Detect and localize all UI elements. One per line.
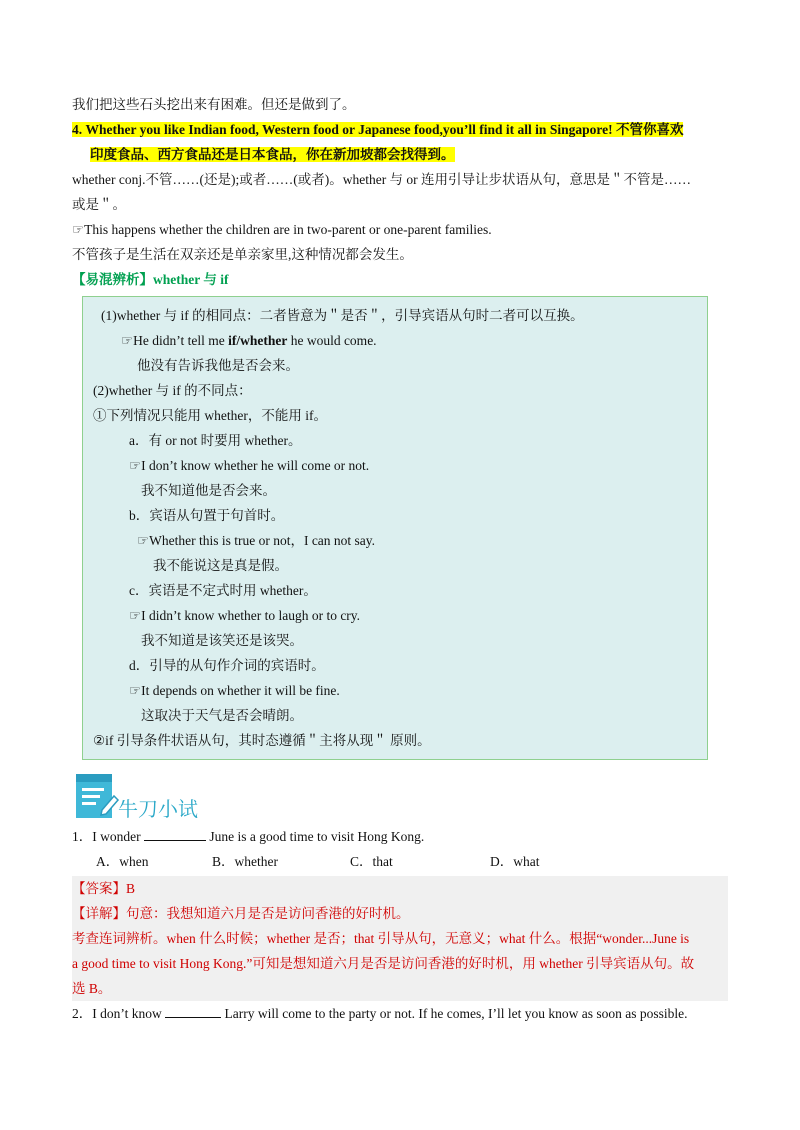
box-line: ☞I don’t know whether he will come or not. [129,458,370,473]
box-example-line [93,328,697,353]
answer-detail: 【详解】句意：我想知道六月是否是访问香港的好时机。 [72,906,410,921]
box-line: 我不知道他是否会来。 [141,483,276,498]
answer-box [72,876,728,1001]
confusion-title: 【易混辨析】whether 与 if [72,272,229,287]
example-english: ☞This happens whether the children are in two-parent or one-parent families. [72,222,492,237]
box-line: 这取决于天气是否会晴朗。 [141,708,303,723]
sentence-4 [72,117,728,167]
sentence-4-chinese-1: 不管你喜欢 [615,122,684,137]
notepad-icon [72,770,122,824]
box-line: b．宾语从句置于句首时。 [129,508,285,523]
question-2-pre: 2．I don’t know [72,1006,166,1021]
question-2-post: Larry will come to the party or not. If he comes, I’ll let you know as soon as possible. [221,1006,688,1021]
question-1-pre: 1．I wonder [72,829,144,844]
question-1-post: June is a good time to visit Hong Kong. [205,829,425,844]
box-line: 我不能说这是真是假。 [153,558,288,573]
box-example-pre: ☞He didn’t tell me [121,333,229,348]
box-line: ☞I didn’t know whether to laugh or to cry. [129,608,361,623]
box-line: ②if 引导条件状语从句，其时态遵循＂主将从现＂ 原则。 [93,733,431,748]
practice-header [72,768,728,824]
option-d[interactable]: D．what [490,854,540,869]
sentence-4-english: Whether you like Indian food, Western food or Japanese food,you’ll find it all in Singapore! [85,122,613,137]
option-a[interactable]: A．when [96,854,149,869]
whether-definition-2: 或是＂。 [72,197,126,212]
sentence-4-chinese-2: 印度食品、西方食品还是日本食品，你在新加坡都会找得到。 [90,147,455,162]
box-line: 我不知道是该笑还是该哭。 [141,633,303,648]
question-2 [72,1001,728,1026]
box-line: ☞It depends on whether it will be fine. [129,683,340,698]
box-line: ☞Whether this is true or not，I can not say. [137,533,376,548]
answer-blank [144,826,206,841]
option-b[interactable]: B．whether [212,854,278,869]
box-line: 他没有告诉我他是否会来。 [137,358,299,373]
whether-definition-1: whether conj.不管……(还是);或者……(或者)。whether 与 or 连用引导让步状语从句，意思是＂不管是…… [72,172,692,187]
answer-key: 【答案】B [72,881,136,896]
box-line: (2)whether 与 if 的不同点： [93,383,252,398]
box-example-bold: if/whether [228,333,288,348]
question-1 [72,824,728,849]
answer-analysis-1: 考查连词辨析。when 什么时候；whether 是否；that 引导从句，无意义；what 什么。根据“wonder...June is [72,931,690,946]
practice-title: 牛刀小试 [118,797,198,821]
answer-analysis-3: 选 B。 [72,981,112,996]
document-page [72,92,728,1026]
example-chinese: 不管孩子是生活在双亲还是单亲家里,这种情况都会发生。 [72,247,413,262]
box-example-post: he would come. [287,333,377,348]
box-line: ①下列情况只能用 whether，不能用 if。 [93,408,327,423]
box-line: (1)whether 与 if 的相同点：二者皆意为＂是否＂，引导宾语从句时二者可以互换。 [101,308,584,323]
box-line: c．宾语是不定式时用 whether。 [129,583,317,598]
comparison-box [82,296,708,760]
answer-analysis-2: a good time to visit Hong Kong.”可知是想知道六月是否是访问香港的好时机，用 whether 引导宾语从句。故 [72,956,695,971]
sentence-4-number: 4. [72,122,83,137]
option-c[interactable]: C．that [350,854,393,869]
question-1-options [72,849,728,874]
box-line: a．有 or not 时要用 whether。 [129,433,302,448]
answer-blank [165,1003,221,1018]
box-line: d．引导的从句作介词的宾语时。 [129,658,325,673]
intro-line: 我们把这些石头挖出来有困难。但还是做到了。 [72,97,356,112]
